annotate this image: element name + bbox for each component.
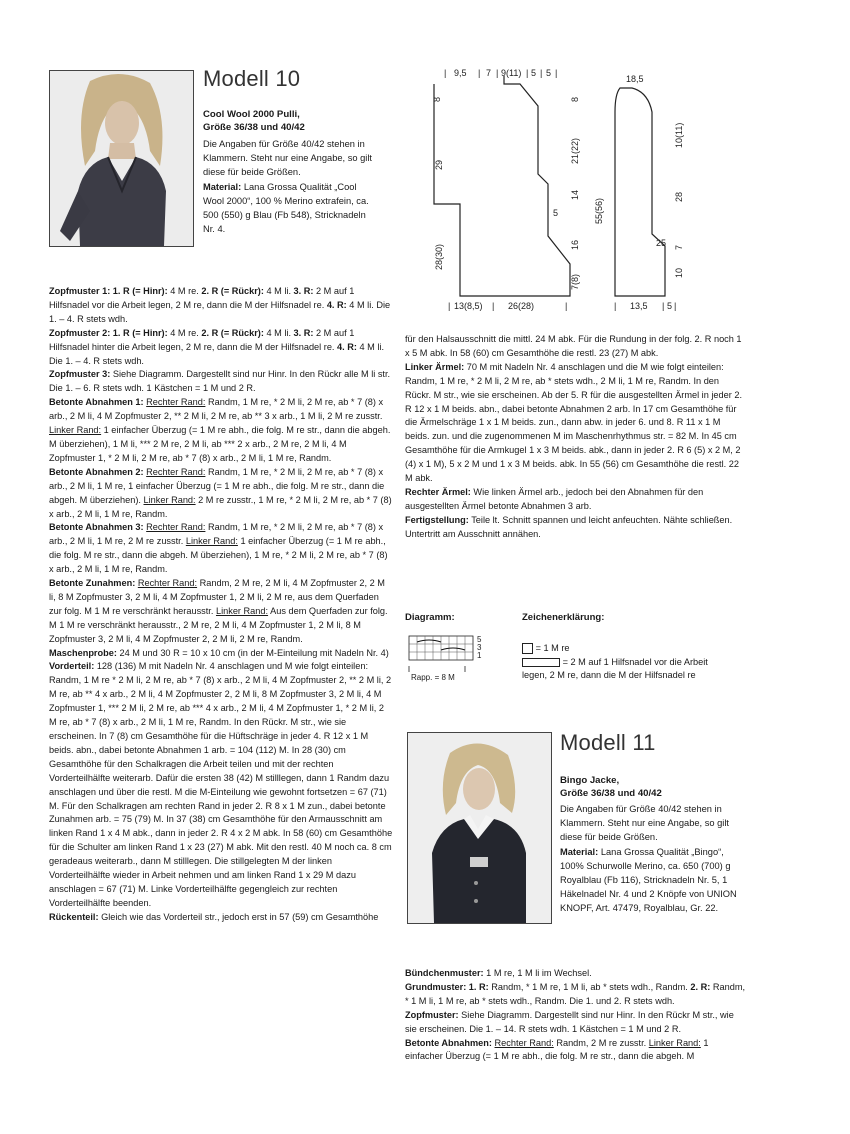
left-dim: 29 (434, 159, 444, 170)
sleeve-right-dim: 10(11) (674, 122, 684, 148)
svg-text:|: | (478, 68, 481, 78)
label: Zopfmuster 3: (49, 369, 111, 380)
label: 2. R (= Rückr): (201, 327, 264, 338)
label: Zopfmuster 1: 1. R (= Hinr): (49, 286, 168, 296)
diagram-title: Diagramm: (405, 612, 455, 623)
material-text: Lana Grossa Qualität „Bingo“, 100% Schurwolle Merino, ca. 650 (700) g Royalblau (Fb 116), Stricknadeln Nr. 5, 1 Häkelnadel Nr. 4 und 2 Knöpfe von UNION KNOPF, Art. 47479, Royalblau, Gr. 22. (560, 846, 737, 914)
label: Rechter Ärmel: (405, 486, 471, 497)
text: Randm, 2 M re zusstr. (553, 1037, 649, 1048)
text: 4 M li. (263, 327, 294, 338)
svg-text:|: | (540, 68, 543, 78)
label: Rückenteil: (49, 911, 99, 922)
svg-text:|: | (448, 301, 451, 311)
mark-5: 5 (553, 208, 559, 218)
text: Gleich wie das Vorderteil str., jedoch erst in 57 (59) cm Gesamthöhe (98, 911, 379, 922)
modell-10-intro-text: Die Angaben für Größe 40/42 stehen in Klammern. Steht nur eine Angabe, so gilt diese für beide Größen. (203, 139, 372, 178)
rueckenteil (49, 911, 394, 925)
top-dim: 9,5 (454, 68, 467, 78)
betonte-abnahmen-2 (49, 466, 394, 522)
rechter-aermel (405, 486, 745, 514)
label: 3. R: (293, 327, 314, 338)
label: Fertigstellung: (405, 514, 469, 525)
material-label: Material: (203, 181, 242, 192)
text: 4 M li. (263, 286, 294, 296)
top-dimension-labels (444, 68, 557, 78)
sleeve-right-dim: 7 (674, 244, 684, 250)
text: 1 einfacher Überzug (= 1 M re abh., die folg. M re str., dann die abgeh. M überziehen), 1 M re, * 2 M li, 2 M re, ab * 7 (8) x arb., 2 M li, 1 M re, Randm. (49, 536, 388, 575)
fertigstellung (405, 514, 745, 542)
rapport-label: Rapp. = 8 M (411, 673, 455, 682)
size-schematic (420, 64, 720, 314)
svg-text:|: | (565, 301, 568, 311)
text: 4 M re. (167, 327, 202, 338)
sleeve-right-dim: 10 (674, 267, 684, 278)
betonte-zunahmen (49, 577, 394, 647)
modell-11-subtitle (560, 774, 662, 800)
text: Wie linken Ärmel arb., jedoch bei den Abnahmen für den ausgestellten Ärmel betonte Abnahmen 3 arb. (405, 486, 704, 511)
underlined-label: Linker Rand: (185, 536, 238, 547)
row-label: 3 (477, 643, 482, 652)
underlined-label: Linker Rand: (648, 1037, 701, 1048)
underlined-label: Rechter Rand: (146, 522, 206, 533)
underlined-label: Linker Rand: (49, 425, 102, 436)
label: 2. R (= Rückr): (201, 286, 264, 296)
middle-dimension-labels (553, 97, 580, 290)
material-text: Lana Grossa Qualität „Cool Wool 2000“, 100 % Merino extrafein, ca. 500 (550) g Blau (Fb 548), Stricknadeln Nr. 4. (203, 181, 369, 235)
zopfmuster-3 (49, 368, 394, 396)
label: 2. R: (690, 981, 711, 992)
modell-10-material (203, 180, 378, 237)
legend (522, 642, 752, 683)
label: Grundmuster: 1. R: (405, 981, 489, 992)
svg-text:|: | (614, 301, 617, 311)
label: Bündchenmuster: (405, 968, 484, 978)
modell-11-subtitle-line2: Größe 36/38 und 40/42 (560, 788, 662, 799)
top-dim: 5 (531, 68, 537, 78)
svg-text:|: | (674, 301, 677, 311)
text: Randm, * 1 M re, 1 M li, ab * stets wdh., Randm. (488, 981, 691, 992)
modell-10-title: Modell 10 (203, 66, 301, 91)
vorderteil (49, 660, 394, 910)
label: Maschenprobe: (49, 647, 117, 658)
text: Siehe Diagramm. Dargestellt sind nur Hinr. In den Rückr M str., wie sie erscheinen. Die 1. – 14. R stets wdh. 1 Kästchen = 1 M und 2 R. (405, 1009, 734, 1034)
text: 24 M und 30 R = 10 x 10 cm (in der M-Einteilung mit Nadeln Nr. 4) (116, 647, 389, 658)
sleeve-top-dim: 18,5 (626, 74, 644, 84)
svg-text:|: | (444, 68, 447, 78)
row-label: 1 (477, 651, 482, 660)
text: 4 M re. (167, 286, 202, 296)
modell-10-subtitle-line2: Größe 36/38 und 40/42 (203, 122, 305, 133)
mid-dim: 21(22) (570, 137, 580, 164)
text: Randm, * 1 M li, 1 M re, ab * stets wdh., Randm. Die 1. und 2. R stets wdh. (405, 981, 746, 1006)
top-dim: 5 (546, 68, 552, 78)
label: Betonte Abnahmen 3: (49, 522, 144, 533)
left-dim: 28(30) (434, 243, 444, 270)
modell-10-photo (49, 70, 194, 247)
mid-dim: 14 (570, 189, 580, 200)
legend-text: = 1 M re (535, 643, 570, 653)
mid-dim: 8 (570, 96, 580, 102)
sleeve-labels (594, 74, 684, 311)
text: 4 M li. Die 1. – 4. R stets wdh. (49, 299, 391, 324)
text: 2 M auf 1 Hilfsnadel vor die Arbeit legen, 2 M re, dann die M der Hilfsnadel re. (49, 286, 355, 310)
sleeve-bottom-dim: 5 (667, 301, 673, 311)
modell-10-instructions-right (405, 333, 745, 542)
svg-text:|: | (662, 301, 665, 311)
grundmuster (405, 981, 748, 1009)
sleeve-bottom-dim: 13,5 (630, 301, 648, 311)
text: Siehe Diagramm. Dargestellt sind nur Hinr. In den Rückr alle M li str. Die 1. – 6. R stets wdh. 1 Kästchen = 1 M und 2 R. (49, 369, 391, 394)
bottom-dim: 13(8,5) (454, 301, 483, 311)
top-dim: 9(11) (501, 68, 522, 78)
zopfmuster-2 (49, 327, 394, 369)
body-outline (434, 76, 570, 296)
sleeve-left-dim: 55(56) (594, 197, 604, 224)
svg-text:|: | (555, 68, 558, 78)
zopfmuster-1 (49, 285, 394, 327)
text: Randm, 1 M re, * 2 M li, 2 M re, ab * 7 (8) x arb., 2 M li, 1 M re, 1 einfacher Überzug (= 1 M re abh., die folg. M re str., dann die abgeh. M überziehen). (49, 466, 385, 505)
modell-11-intro-text: Die Angaben für Größe 40/42 stehen in Klammern. Steht nur eine Angabe, so gilt diese für beide Größen. (560, 804, 729, 843)
label: Linker Ärmel: (405, 361, 465, 372)
svg-text:|: | (492, 301, 495, 311)
legend-text: = 2 M auf 1 Hilfsnadel vor die Arbeit (562, 656, 708, 667)
betonte-abnahmen-1 (49, 396, 394, 466)
betonte-abnahmen (405, 1037, 748, 1065)
text: Randm, 2 M re, 2 M li, 4 M Zopfmuster 2, 2 M li, 8 M Zopfmuster 3, 2 M li, 4 M Zopfmuster 1, 2 M li, 2 M re, aus dem Querfaden zur folg. M 1 M re verschränkt herausstr. (49, 578, 385, 616)
svg-text:|: | (526, 68, 529, 78)
text: 70 M mit Nadeln Nr. 4 anschlagen und die M wie folgt einteilen: Randm, 1 M re, * 2 M li, 2 M re, ab * stets wdh., 2 M li, 1 M re, Randm. In den Rückr. M str., wie sie erscheinen. Ab der 5. R für die ausgestellten Ärmel in jeder 2. R 12 x 1 M beids. abn., dabei betonte Abnahmen 2 arb. In 17 cm Gesamthöhe für die Ärmelschräge 1 x 1 M beids. zun., dann abw. in jeder 6. und 8. R 11 x 1 M beids. zun. und die zugenommenen M im Maschenrhythmus str. = 82 M. In 45 cm Gesamthöhe für die Armkugel 1 x 3 M beids. abk., dann in jeder 2. R 6 (5) x 2 M, 2 (4) x 1 M), 5 x 2 M und 1 x 3 M beids. abk. In 55 (56) cm Gesamthöhe die restl. 22 M abk. (405, 361, 743, 484)
maschenprobe (49, 647, 394, 661)
zopfmuster (405, 1009, 748, 1037)
modell-10-subtitle (203, 108, 305, 134)
betonte-abnahmen-3 (49, 521, 394, 577)
legend-text-continued: legen, 2 M re, dann die M der Hilfsnadel re (522, 670, 696, 680)
modell-11-material (560, 845, 745, 916)
text: 2 M auf 1 Hilfsnadel hinter die Arbeit legen, 2 M re, dann die M der Hilfsnadel re. (49, 327, 355, 352)
legend-item-cable (522, 656, 752, 670)
legend-item-knit (522, 642, 752, 656)
underlined-label: Rechter Rand: (146, 466, 206, 477)
label: Betonte Zunahmen: (49, 578, 136, 589)
bottom-dim: 26(28) (508, 301, 535, 311)
modell-11-subtitle-line1: Bingo Jacke, (560, 775, 620, 786)
text: 1 M re, 1 M li im Wechsel. (483, 968, 592, 978)
label: 4. R: (326, 299, 347, 310)
text: 1 einfacher Überzug (= 1 M re abh., die folg. M re str., dann die abgeh. M (405, 1037, 709, 1062)
label: Zopfmuster 2: 1. R (= Hinr): (49, 327, 168, 338)
row-label: 5 (477, 635, 482, 644)
underlined-label: Linker Rand: (215, 605, 269, 616)
underlined-label: Rechter Rand: (494, 1037, 554, 1048)
modell-10-intro (203, 137, 378, 236)
linker-aermel (405, 361, 745, 486)
text: Randm, 1 M re, * 2 M li, 2 M re, ab * 7 (8) x arb., 2 M li, 4 M Zopfmuster 2, ** 2 M li, 2 M re, ab ** 3 x arb., 1 M li, 2 M re zusstr. (49, 397, 384, 422)
text: 1 einfacher Überzug (= 1 M re abh., die folg. M re str., dann die abgeh. M überziehen), 1 M li, *** 2 M re, 2 M li, ab *** 2 x arb., 2 M re, 2 M li, 4 M Zopfmuster 1, * 2 M li, 2 M re, ab * 7 (8) x arb., 2 M li, 1 M re, Randm. (49, 425, 391, 463)
rueckenteil-continued: für den Halsausschnitt die mittl. 24 M abk. Für die Rundung in der folg. 2. R noch 1 x 5 M abk. In 58 (60) cm Gesamthöhe die restl. 23 (27) M abk. (405, 334, 742, 358)
sleeve-outline (615, 88, 665, 296)
top-dim: 7 (486, 68, 492, 78)
label: 3. R: (293, 286, 314, 296)
label: Betonte Abnahmen 1: (49, 397, 144, 408)
legend-title: Zeichenerklärung: (522, 612, 605, 623)
label: Zopfmuster: (405, 1009, 459, 1020)
modell-11-photo (407, 732, 552, 924)
text: Teile lt. Schnitt spannen und leicht anfeuchten. Nähte schließen. Untertritt am Ausschnitt annähen. (405, 514, 733, 539)
mid-dim: 7(8) (570, 273, 580, 290)
bottom-dimension-labels (448, 301, 567, 311)
mid-dim: 16 (570, 239, 580, 250)
cable-symbol-icon (522, 658, 560, 667)
label: Betonte Abnahmen 2: (49, 466, 144, 477)
text: 4 M li. Die 1. – 4. R stets wdh. (49, 341, 385, 366)
material-label: Material: (560, 846, 599, 857)
underlined-label: Linker Rand: (143, 494, 196, 505)
text: Aus dem Querfaden zur folg. M 1 M re verschränkt herausstr., 2 M re, 2 M li, 4 M Zopfmuster 1, 2 M li, 8 M Zopfmuster 3, 2 M li, 4 M Zopfmuster 2, 2 M li, 2 M re, Randm. (49, 605, 388, 644)
modell-11-intro (560, 802, 745, 916)
text: Randm, 1 M re, * 2 M li, 2 M re, ab * 7 (8) x arb., 2 M li, 1 M re, 2 M re zusstr. (49, 522, 384, 547)
modell-11-title: Modell 11 (560, 730, 656, 755)
sleeve-right-dim: 28 (674, 191, 684, 202)
modell-10-subtitle-line1: Cool Wool 2000 Pulli, (203, 109, 300, 120)
label: Betonte Abnahmen: (405, 1037, 492, 1048)
modell-11-instructions (405, 967, 748, 1064)
underlined-label: Rechter Rand: (146, 397, 206, 408)
modell-10-instructions-left (49, 285, 394, 925)
label: Vorderteil: (49, 661, 95, 672)
underlined-label: Rechter Rand: (137, 578, 198, 589)
svg-text:|: | (496, 68, 499, 78)
text: 2 M re zusstr., 1 M re, * 2 M li, 2 M re, ab * 7 (8) x arb., 2 M li, 1 M re, Randm. (49, 494, 392, 519)
label: 4. R: (337, 341, 357, 352)
knit-symbol-icon (522, 643, 533, 654)
text: 128 (136) M mit Nadeln Nr. 4 anschlagen und M wie folgt einteilen: Randm, 1 M re * 2 M li, 2 M re, ab * 7 (8) x arb., 2 M li, 4 M Zopfmuster 2, ** 2 M li, 2 M re, ab ** 4 x arb., 2 M li, 4 M Zopfmuster 2, 2 M li, 8 M Zopfmuster 3, 2 M li, 4 M Zopfmuster 1, *** 2 M li, 2 M re, ab *** 4 x arb., 2 M li, 4 M Zopfmuster 1, * 2 M li, 2 M re, ab * 7 (8) x arb., 2 M li, 1 M re, Randm. In den Rückr. M str., wie sie erscheinen. In 7 (8) cm Gesamthöhe für die Hüftschräge in jeder 4. R 12 x 1 M beids. abn., dabei betonte Abnahmen 1 arb. = 104 (112) M. In 28 (30) cm Gesamthöhe für den Schalkragen die Arbeit teilen und mit der rechten Vorderteilhälfte weiterarb. Dafür die ersten 38 (42) M stilllegen, dann 1 Randm dazu anschlagen und über die restl. M die M-Einteilung wie gewohnt fortsetzen = 67 (71) M. Für den Schalkragen am rechten Rand in jeder 2. R 8 x 1 M zun., dabei betonte Zunahmen arb. = 75 (79) M. In 37 (38) cm Gesamthöhe für den Armausschnitt am linken Rand 1 x 4 M abk., dann in jeder 2. R 4 x 2 M abk. In 58 (60) cm Gesamthöhe für die Schulter am linken Rand 1 x 23 (27) M abk. Mit den restl. 40 M noch ca. 8 cm geradeaus weiterarb., dann M stilllegen. Die stillgelegten M der linken Vorderteilhälfte wieder in Arbeit nehmen und am linken Rand 1 x 29 M dazu anschlagen = 67 (71) M. Linke Vorderteilhälfte gegengleich zur rechten Vorderteilhälfte beenden. (49, 661, 393, 908)
sleeve-inner-dim: 25 (656, 238, 667, 248)
left-dim: 8 (432, 96, 442, 102)
buendchenmuster (405, 967, 748, 981)
cable-diagram (405, 634, 495, 684)
